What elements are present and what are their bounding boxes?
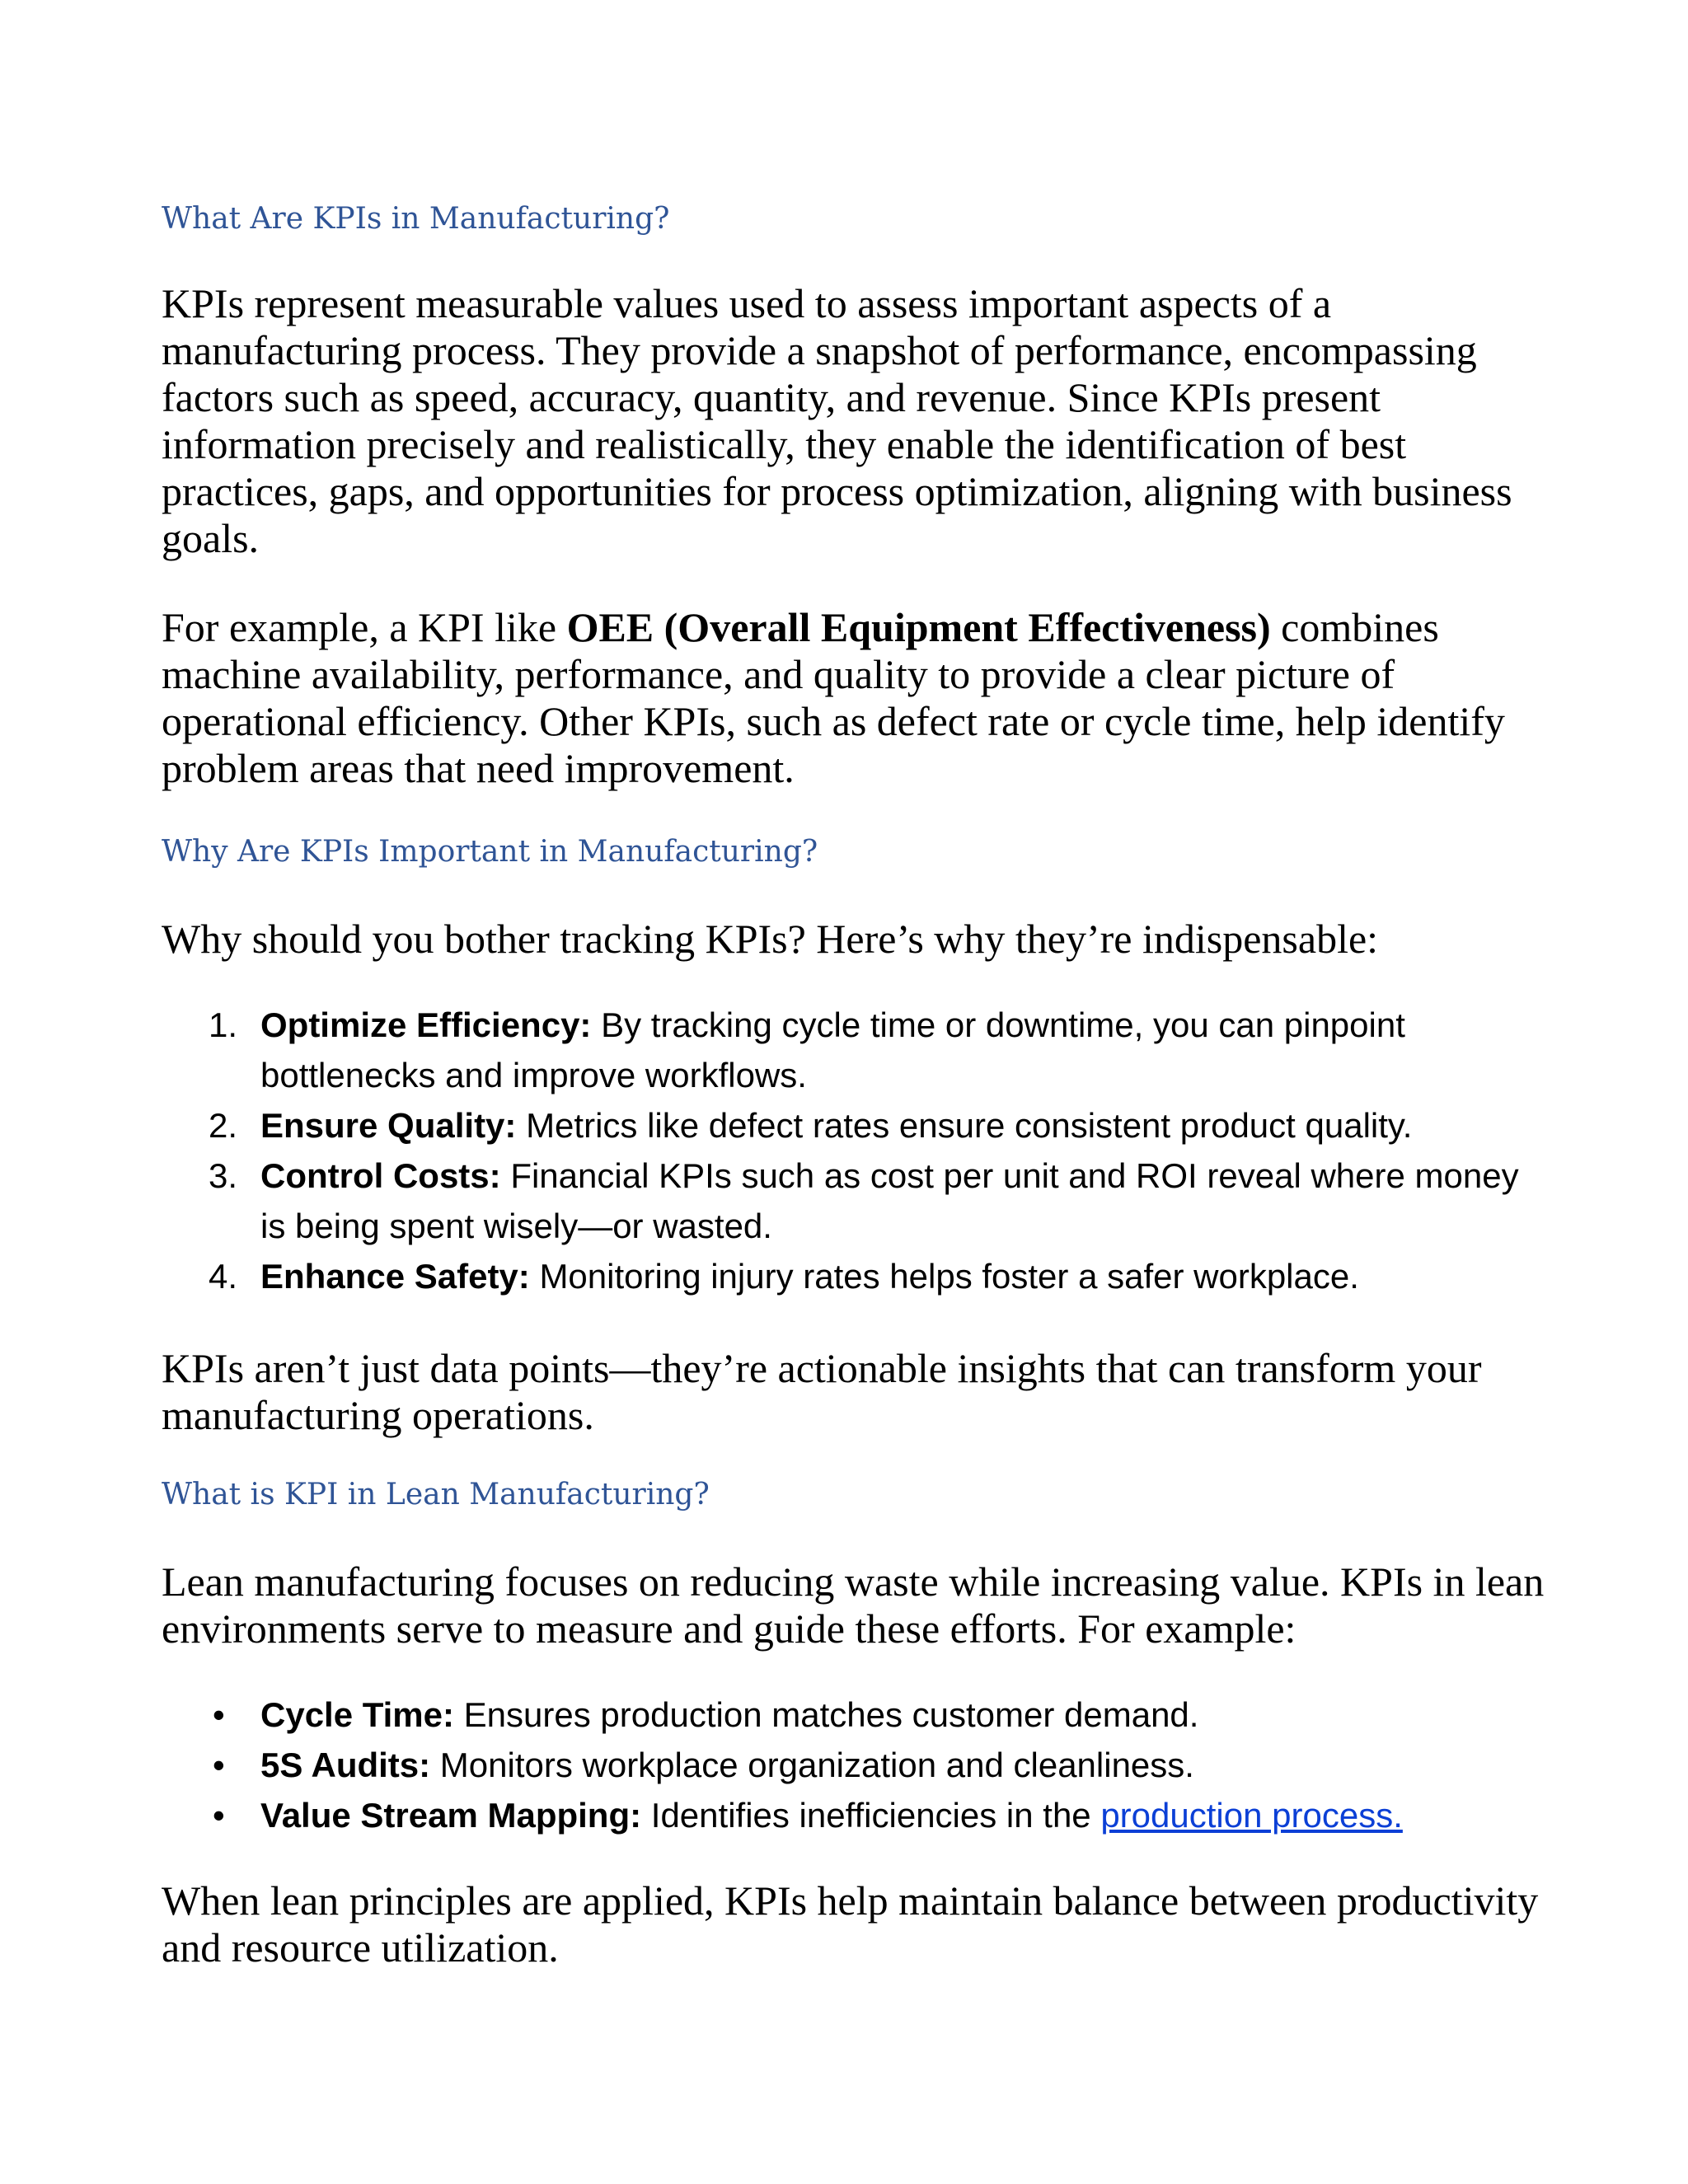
list-item-text: Ensures production matches customer demand. xyxy=(454,1695,1199,1734)
production-process-link[interactable]: production process. xyxy=(1100,1796,1403,1835)
list-item-term: Enhance Safety: xyxy=(260,1257,530,1296)
list-item-text: Financial KPIs such as cost per unit and ROI reveal where money is being spent wisely—or wasted. xyxy=(260,1156,1519,1245)
oee-term: OEE (Overall Equipment Effectiveness) xyxy=(566,604,1271,650)
list-item-text: Metrics like defect rates ensure consistent product quality. xyxy=(516,1106,1413,1145)
paragraph-why-outro: KPIs aren’t just data points—they’re actionable insights that can transform your manufacturing operations. xyxy=(162,1345,1482,1438)
list-item-term: Value Stream Mapping: xyxy=(260,1796,642,1835)
section-heading-why-important: Why Are KPIs Important in Manufacturing? xyxy=(162,835,818,869)
list-marker: 2. xyxy=(209,1106,238,1145)
list-item-term: Cycle Time: xyxy=(260,1695,454,1734)
list-item xyxy=(162,1151,1546,1251)
oee-example-before: For example, a KPI like xyxy=(162,604,567,650)
paragraph-why-intro: Why should you bother tracking KPIs? Here’s why they’re indispensable: xyxy=(162,916,1379,962)
bullet-marker: • xyxy=(213,1746,225,1784)
list-item-text: Monitors workplace organization and cleanliness. xyxy=(430,1746,1194,1784)
list-marker: 3. xyxy=(209,1156,238,1195)
paragraph-oee-example xyxy=(162,604,1546,792)
list-marker: 4. xyxy=(209,1257,238,1296)
oee-example-after: combines machine availability, performance, and quality to provide a clear picture of operational efficiency. Other KPIs, such as defect rate or cycle time, help identify problem areas that need improvement. xyxy=(162,604,1505,791)
paragraph-lean-intro: Lean manufacturing focuses on reducing waste while increasing value. KPIs in lean environments serve to measure and guide these efforts. For example: xyxy=(162,1558,1545,1652)
section-heading-what-are-kpis: What Are KPIs in Manufacturing? xyxy=(162,202,670,236)
list-item xyxy=(162,1251,1546,1301)
bulleted-list-lean-kpis xyxy=(162,1690,1546,1840)
list-item-text: Identifies inefficiencies in the xyxy=(641,1796,1101,1835)
section-heading-lean-kpi: What is KPI in Lean Manufacturing? xyxy=(162,1478,710,1511)
bullet-marker: • xyxy=(213,1695,225,1734)
paragraph-lean-outro: When lean principles are applied, KPIs help maintain balance between productivity and resource utilization. xyxy=(162,1877,1539,1971)
list-item-term: Control Costs: xyxy=(260,1156,501,1195)
list-item xyxy=(162,1790,1546,1840)
list-item xyxy=(162,1740,1546,1790)
list-item-text: By tracking cycle time or downtime, you can pinpoint bottlenecks and improve workflows. xyxy=(260,1005,1405,1094)
numbered-list-kpi-benefits xyxy=(162,1000,1546,1301)
bullet-marker: • xyxy=(213,1796,225,1835)
paragraph-kpi-definition: KPIs represent measurable values used to assess important aspects of a manufacturing process. They provide a snapshot of performance, encompassing factors such as speed, accuracy, quantity, and revenue. Since KPIs present information precisely and realistically, they enable the identification of best practices, gaps, and opportunities for process optimization, aligning with business goals. xyxy=(162,280,1512,561)
list-item xyxy=(162,1000,1546,1100)
list-item-term: 5S Audits: xyxy=(260,1746,431,1784)
list-marker: 1. xyxy=(209,1005,238,1044)
list-item-term: Ensure Quality: xyxy=(260,1106,517,1145)
list-item-text: Monitoring injury rates helps foster a safer workplace. xyxy=(529,1257,1359,1296)
list-item-term: Optimize Efficiency: xyxy=(260,1005,592,1044)
list-item xyxy=(162,1100,1546,1151)
list-item xyxy=(162,1690,1546,1740)
